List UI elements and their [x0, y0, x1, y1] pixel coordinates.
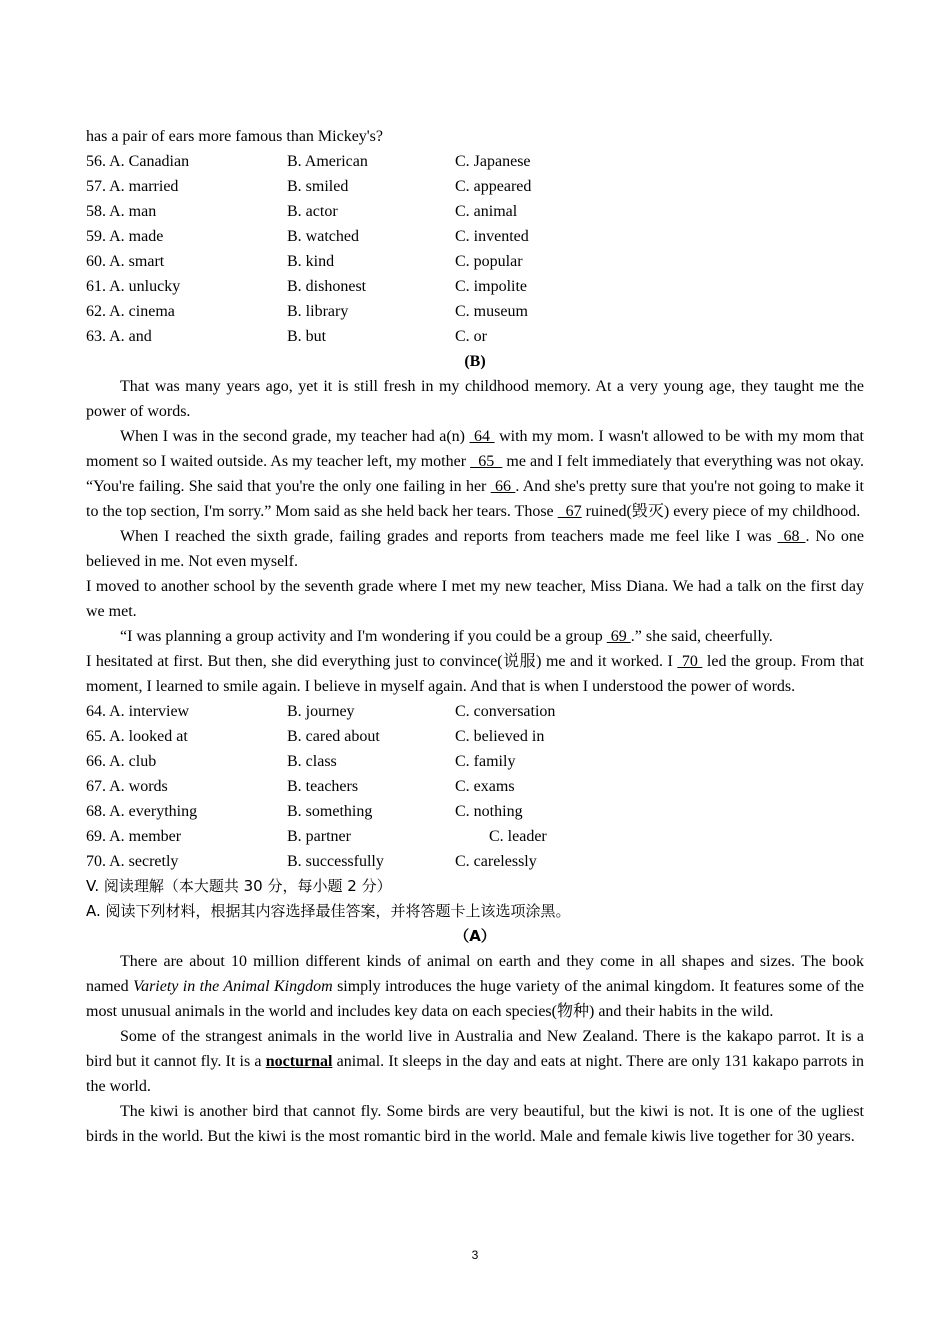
- option-b: B. dishonest: [287, 278, 367, 295]
- option-c: C. appeared: [455, 178, 532, 195]
- text-run: . No one believed in me. Not even myself.: [86, 528, 864, 570]
- underlined-word: nocturnal: [265, 1053, 333, 1070]
- option-row: [86, 274, 864, 299]
- text-run: .” she said, cheerfully.: [630, 628, 773, 645]
- option-b: B. cared about: [287, 728, 380, 745]
- option-a: 58. A. man: [86, 203, 157, 220]
- section-va-heading: （A）: [454, 927, 496, 945]
- option-c: C. Japanese: [455, 153, 531, 170]
- option-a: 59. A. made: [86, 228, 164, 245]
- text-run: animal. It sleeps in the day and eats at night. There are only 131 kakapo parrots in the world.: [86, 1053, 865, 1095]
- passage-b-paragraph-4: I moved to another school by the seventh grade where I met my new teacher, Miss Diana. We had a talk on the first day we met.: [86, 578, 864, 620]
- option-a: 65. A. looked at: [86, 728, 188, 745]
- option-row: [86, 749, 864, 774]
- option-b: B. actor: [287, 203, 338, 220]
- option-b: B. American: [287, 153, 368, 170]
- option-c: C. family: [455, 753, 516, 770]
- blank-68: 68: [777, 528, 806, 545]
- page-number: 3: [471, 1248, 479, 1262]
- passage-a-paragraph-2: [86, 1024, 864, 1099]
- option-row: [86, 174, 864, 199]
- option-row: [86, 199, 864, 224]
- option-b: B. smiled: [287, 178, 349, 195]
- option-a: 61. A. unlucky: [86, 278, 181, 295]
- option-a: 66. A. club: [86, 753, 157, 770]
- option-row: [86, 149, 864, 174]
- intro-line: has a pair of ears more famous than Mickey's?: [86, 128, 383, 145]
- section-v-instruction: A. 阅读下列材料，根据其内容选择最佳答案，并将答题卡上该选项涂黑。: [86, 902, 571, 920]
- option-b: B. teachers: [287, 778, 359, 795]
- text-run: Some of the strangest animals in the world live in Australia and New Zealand. There is the kakapo parrot. It is a bird but it cannot fly. It is a: [86, 1028, 864, 1070]
- options-group-a: [86, 149, 864, 349]
- option-row: [86, 849, 864, 874]
- option-b: B. but: [287, 328, 327, 345]
- blank-64: 64: [469, 428, 495, 445]
- passage-b-paragraph-1: That was many years ago, yet it is still fresh in my childhood memory. At a very young age, they taught me the power of words.: [86, 378, 864, 420]
- passage-b-paragraph-6: [86, 649, 864, 699]
- options-group-b: [86, 699, 864, 874]
- option-c: C. conversation: [455, 703, 556, 720]
- option-b: B. watched: [287, 228, 359, 245]
- option-c: C. animal: [455, 203, 518, 220]
- option-b: B. library: [287, 303, 349, 320]
- option-c: C. popular: [455, 253, 523, 270]
- blank-65: 65: [470, 453, 503, 470]
- option-row: [86, 699, 864, 724]
- passage-b-paragraph-5: [86, 624, 864, 649]
- option-a: 64. A. interview: [86, 703, 190, 720]
- option-b: B. kind: [287, 253, 335, 270]
- option-c: C. exams: [455, 778, 515, 795]
- option-b: B. journey: [287, 703, 355, 720]
- option-a: 69. A. member: [86, 828, 182, 845]
- option-c: C. leader: [489, 828, 547, 845]
- option-b: B. successfully: [287, 853, 384, 870]
- text-run: with my mom. I wasn't allowed to be with my mom that moment so I waited outside. As my teacher left, my mother: [86, 428, 865, 470]
- option-row: [86, 774, 864, 799]
- text-run: When I was in the second grade, my teacher had a(n): [120, 428, 465, 445]
- text-run: There are about 10 million different kinds of animal on earth and they come in all shapes and sizes. The book named: [86, 953, 864, 995]
- option-c: C. impolite: [455, 278, 527, 295]
- option-row: [86, 824, 864, 849]
- option-b: B. something: [287, 803, 373, 820]
- text-run: simply introduces the huge variety of the animal kingdom. It features some of the most unusual animals in the world and includes key data on each species(物种) and their habits in the wild.: [86, 978, 865, 1020]
- option-a: 57. A. married: [86, 178, 179, 195]
- section-v-title: V. 阅读理解（本大题共 30 分，每小题 2 分）: [86, 877, 392, 895]
- text-run: ruined(毁灭) every piece of my childhood.: [585, 503, 861, 520]
- passage-b-paragraph-3: [86, 524, 864, 574]
- option-a: 67. A. words: [86, 778, 168, 795]
- option-row: [86, 299, 864, 324]
- blank-67: 67: [557, 503, 582, 520]
- option-c: C. invented: [455, 228, 529, 245]
- option-a: 68. A. everything: [86, 803, 198, 820]
- text-run: . And she's pretty sure that you're not going to make it to the top section, I'm sorry.” Mom said as she held back her tears. Those: [86, 478, 865, 520]
- option-row: [86, 724, 864, 749]
- document-page: [86, 124, 864, 1149]
- blank-66: 66: [490, 478, 516, 495]
- section-b-heading: (B): [464, 353, 486, 370]
- book-title: Variety in the Animal Kingdom: [133, 978, 333, 995]
- text-run: “I was planning a group activity and I'm wondering if you could be a group: [120, 628, 603, 645]
- option-c: C. nothing: [455, 803, 523, 820]
- option-a: 56. A. Canadian: [86, 153, 190, 170]
- option-a: 60. A. smart: [86, 253, 165, 270]
- option-row: [86, 249, 864, 274]
- option-c: C. carelessly: [455, 853, 537, 870]
- blank-69: 69: [606, 628, 631, 645]
- text-run: When I reached the sixth grade, failing grades and reports from teachers made me feel like I was: [120, 528, 772, 545]
- option-row: [86, 224, 864, 249]
- option-a: 63. A. and: [86, 328, 152, 345]
- passage-b-paragraph-2: [86, 424, 864, 524]
- option-c: C. museum: [455, 303, 528, 320]
- passage-a-paragraph-1: [86, 949, 864, 1024]
- text-run: I hesitated at first. But then, she did everything just to convince(说服) me and it worked. I: [86, 653, 673, 670]
- text-run: led the group. From that moment, I learned to smile again. I believe in myself again. And that is when I understood the power of words.: [86, 653, 865, 695]
- passage-a-paragraph-3: The kiwi is another bird that cannot fly. Some birds are very beautiful, but the kiwi is not. It is one of the ugliest birds in the world. But the kiwi is the most romantic bird in the world. Male and female kiwis live together for 30 years.: [86, 1103, 864, 1145]
- text-run: me and I felt immediately that everything was not okay. “You're failing. She said that you're the only one failing in her: [86, 453, 865, 495]
- blank-70: 70: [677, 653, 703, 670]
- option-b: B. class: [287, 753, 337, 770]
- option-b: B. partner: [287, 828, 351, 845]
- option-a: 70. A. secretly: [86, 853, 179, 870]
- option-c: C. or: [455, 328, 487, 345]
- option-row: [86, 799, 864, 824]
- option-row: [86, 324, 864, 349]
- option-a: 62. A. cinema: [86, 303, 175, 320]
- option-c: C. believed in: [455, 728, 545, 745]
